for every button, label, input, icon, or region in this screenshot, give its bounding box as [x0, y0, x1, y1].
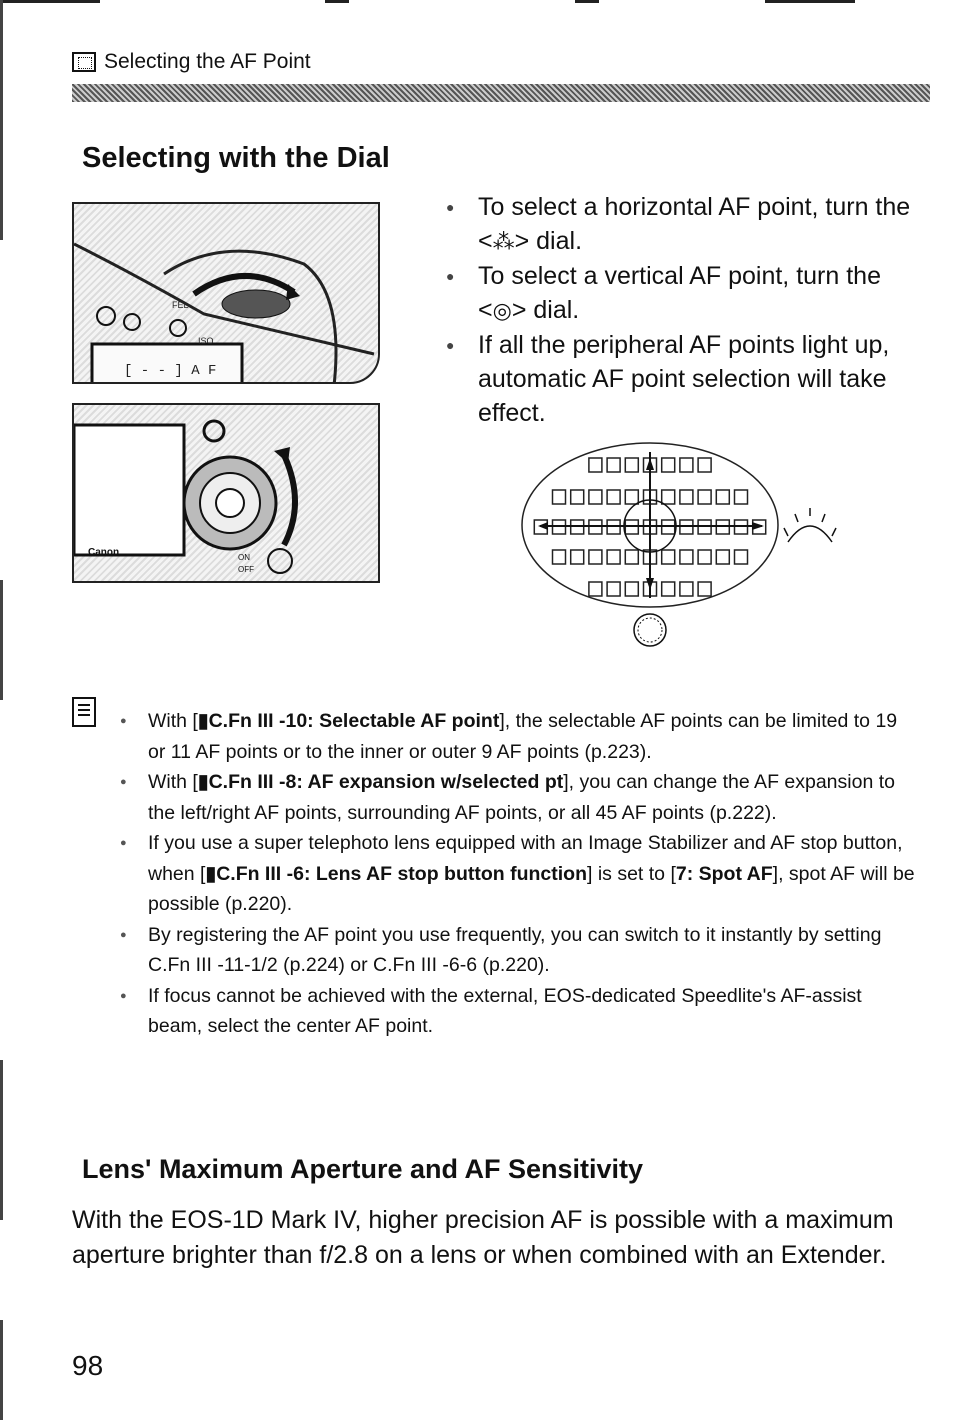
af-point [589, 550, 602, 564]
quick-control-dial-icon [634, 614, 666, 646]
running-header [72, 50, 311, 74]
af-point [680, 490, 693, 504]
page-number: 98 [72, 1350, 104, 1381]
af-point [589, 490, 602, 504]
left-edge [0, 1060, 3, 1220]
af-point [589, 458, 602, 472]
dial-instructions [446, 190, 936, 430]
iso-label: ISO [198, 336, 214, 346]
off-label: OFF [238, 565, 254, 574]
af-point [698, 458, 711, 472]
af-point [662, 582, 675, 596]
af-point [607, 458, 620, 472]
note-item: ● If focus cannot be achieved with the external, EOS-dedicated Speedlite's AF-assist beam, select the center AF point. [118, 981, 918, 1042]
af-point [716, 550, 729, 564]
af-point [607, 550, 620, 564]
note-item: ● If you use a super telephoto lens equipped with an Image Stabilizer and AF stop button, when [▮C.Fn III -6: Lens AF stop button function] is set to [7: Spot AF], spot AF will be possible (p.220). [118, 828, 918, 920]
note-item: ● By registering the AF point you use frequently, you can switch to it instantly by setting C.Fn III -11-1/2 (p.224) or C.Fn III -6-6 (p.220). [118, 920, 918, 981]
af-point [553, 490, 566, 504]
note-item: ● With [▮C.Fn III -10: Selectable AF point], the selectable AF points can be limited to 19 or 11 AF points or to the inner or outer 9 AF points (p.223). [118, 706, 918, 767]
section-title: Selecting with the Dial [82, 142, 390, 174]
left-edge [0, 1320, 3, 1420]
main-dial-icon [784, 508, 836, 542]
top-rule [0, 0, 100, 3]
on-label: ON [238, 553, 250, 562]
header-band [72, 84, 930, 102]
af-point [735, 550, 748, 564]
af-point [607, 490, 620, 504]
lcd-readout: [ - - ] A F [124, 363, 217, 379]
af-point [698, 582, 711, 596]
af-point [680, 458, 693, 472]
left-edge [0, 0, 3, 240]
camera-top-photo [72, 202, 380, 384]
instruction-vertical: ● To select a vertical AF point, turn the <◎> dial. [446, 259, 936, 328]
section2-title: Lens' Maximum Aperture and AF Sensitivity [82, 1154, 644, 1184]
af-point [571, 550, 584, 564]
af-point [607, 582, 620, 596]
top-rule [765, 0, 855, 3]
camera-back-illustration [74, 405, 380, 583]
custom-function-icon: ▮ [205, 862, 217, 885]
af-point [589, 582, 602, 596]
quick-control-dial-icon: ◎ [492, 298, 512, 323]
af-point [662, 490, 675, 504]
instruction-horizontal: ● To select a horizontal AF point, turn the <⁂> dial. [446, 190, 936, 259]
fel-label: FEL [172, 300, 189, 310]
notes-list [118, 706, 918, 1042]
af-point [662, 458, 675, 472]
top-rule [325, 0, 349, 3]
camera-back-photo [72, 403, 380, 583]
camera-top-illustration [74, 204, 380, 384]
note-item: ● With [▮C.Fn III -8: AF expansion w/selected pt], you can change the AF expansion to the left/right AF points, surrounding AF points, or all 45 AF points (p.222). [118, 767, 918, 828]
custom-function-icon: ▮ [197, 710, 209, 732]
af-point [680, 582, 693, 596]
af-point [625, 582, 638, 596]
af-point [625, 550, 638, 564]
af-point [553, 550, 566, 564]
af-point [625, 458, 638, 472]
custom-function-icon: ▮ [197, 771, 209, 793]
af-point [716, 490, 729, 504]
main-dial-icon: ⁂ [492, 229, 515, 254]
af-point [735, 490, 748, 504]
top-rule [575, 0, 599, 3]
af-point [571, 490, 584, 504]
af-point [680, 550, 693, 564]
af-point [698, 490, 711, 504]
left-edge [0, 580, 3, 700]
af-point [625, 490, 638, 504]
af-point-frame-icon [72, 52, 96, 72]
af-point [662, 550, 675, 564]
running-header-text: Selecting the AF Point [104, 50, 311, 73]
instruction-automatic: ● If all the peripheral AF points light up, automatic AF point selection will take effect. [446, 328, 936, 430]
note-icon [72, 697, 96, 727]
section2-body: With the EOS-1D Mark IV, higher precision AF is possible with a maximum aperture brighter than f/2.8 on a lens or when combined with an Extender. [72, 1206, 894, 1269]
brand-logo: Canon [88, 547, 120, 558]
af-points-diagram [520, 440, 850, 655]
af-point [698, 550, 711, 564]
